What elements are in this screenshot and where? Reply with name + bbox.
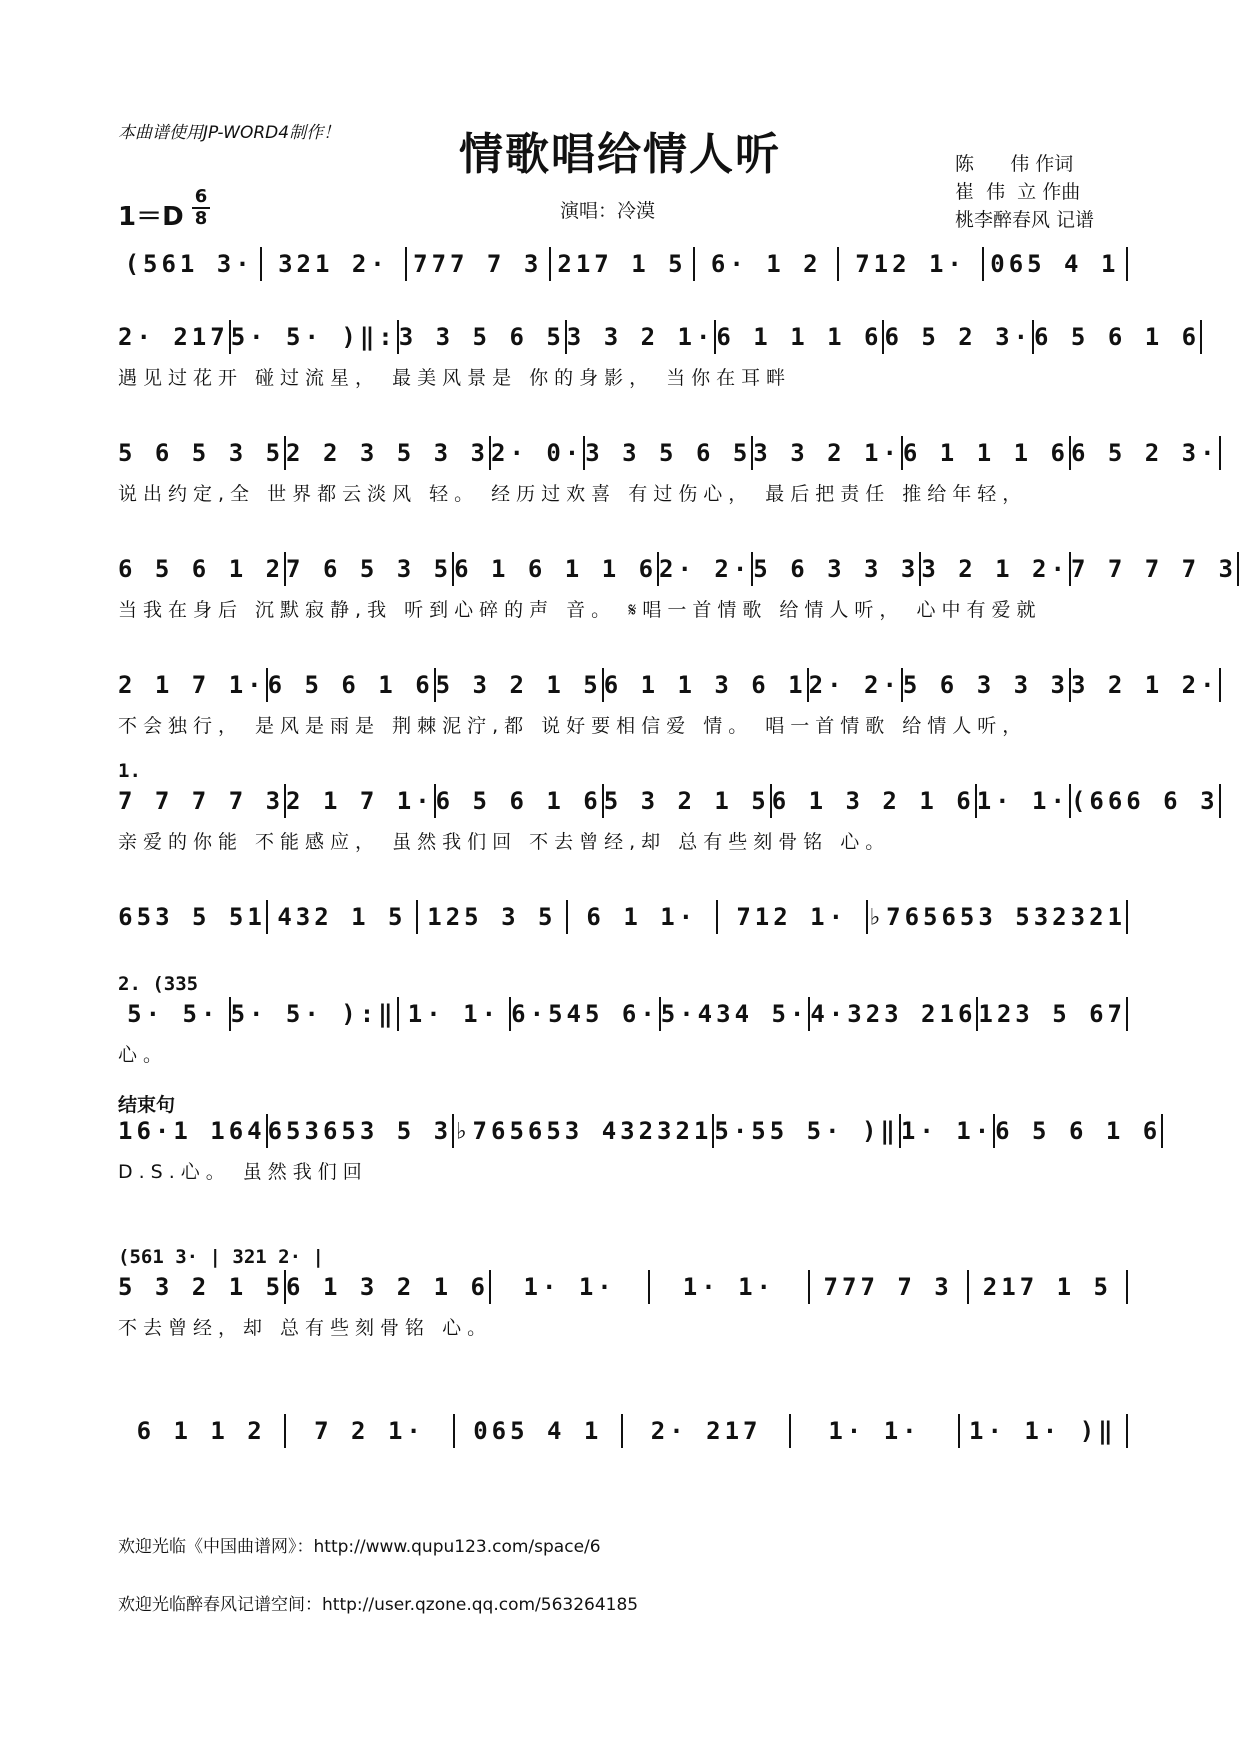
measure: 5·55 5· )‖ bbox=[714, 1117, 899, 1145]
row-annotation bbox=[118, 876, 1128, 898]
annotation-text bbox=[118, 1390, 1128, 1412]
measure: 777 7 3 bbox=[823, 1273, 953, 1301]
lyrics-line bbox=[118, 476, 1128, 508]
notation-line bbox=[118, 1112, 1162, 1150]
barline bbox=[1200, 320, 1202, 354]
lyrics-line bbox=[118, 1454, 1128, 1486]
barline bbox=[1219, 668, 1221, 702]
measure: 065 4 1 bbox=[990, 250, 1120, 278]
made-with-note: 本曲谱使用JP-WORD4制作！ bbox=[118, 123, 341, 143]
score-row bbox=[118, 760, 1219, 853]
barline bbox=[1219, 784, 1221, 818]
key-signature: 1＝D bbox=[118, 202, 184, 232]
measure: 065 4 1 bbox=[473, 1417, 603, 1445]
measure: 3 3 2 1· bbox=[753, 439, 901, 467]
annotation-text bbox=[118, 223, 1128, 245]
lyrics-line bbox=[118, 592, 1128, 624]
lyrics-line bbox=[118, 824, 1128, 856]
measure: 4·323 216 bbox=[810, 1000, 977, 1028]
notation-line bbox=[118, 1268, 1128, 1306]
barline bbox=[1219, 436, 1221, 470]
measure: 1· 1· bbox=[407, 1000, 501, 1028]
measure: 6· 1 2 bbox=[710, 250, 822, 278]
measure: 2· 2· bbox=[659, 555, 752, 583]
lyrics-text: 不去曾经，却 总有些刻骨铭 心。 bbox=[118, 1316, 493, 1339]
lyrics-text: D.S.心。 虽然我们回 bbox=[118, 1160, 368, 1183]
measure: 1· 1· bbox=[682, 1273, 775, 1301]
measure: 16·1 164 bbox=[118, 1117, 266, 1145]
lyrics-text: 遇见过花开 碰过流星， 最美风景是 你的身影， 当你在耳畔 bbox=[118, 366, 792, 389]
measure: 1· 1· bbox=[976, 787, 1069, 815]
measure: 6 1 1 3 6 1 bbox=[603, 671, 807, 699]
measure: 6 5 2 3· bbox=[884, 323, 1033, 351]
notation-line bbox=[118, 782, 1219, 820]
notation-line bbox=[118, 318, 1201, 356]
notation-line bbox=[118, 995, 1128, 1033]
measure: ♭765653 532321 bbox=[867, 903, 1126, 931]
measure: 2· 2· bbox=[808, 671, 901, 699]
row-annotation bbox=[118, 644, 1128, 666]
annotation-text: 结束句 bbox=[118, 1094, 176, 1116]
measure: 6 1 3 2 1 6 bbox=[286, 1273, 489, 1301]
lyrics-text: 亲爱的你能 不能感应， 虽然我们回 不去曾经,却 总有些刻骨铭 心。 bbox=[118, 830, 891, 853]
measure: 217 1 5 bbox=[557, 250, 687, 278]
measure: 712 1· bbox=[736, 903, 848, 931]
annotation-text bbox=[118, 644, 1128, 666]
measure: 6 1 1 1 6 bbox=[716, 323, 883, 351]
measure: 777 7 3 bbox=[413, 250, 543, 278]
measure: 653 5 51 bbox=[118, 903, 266, 931]
measure: 6 5 6 1 6 bbox=[435, 787, 602, 815]
row-annotation bbox=[118, 973, 1128, 995]
measure: 3 3 5 6 5 bbox=[398, 323, 565, 351]
measure: 5 3 2 1 5 bbox=[603, 787, 770, 815]
measure: 5 6 3 3 3 bbox=[753, 555, 920, 583]
row-annotation bbox=[118, 223, 1128, 245]
score-row bbox=[118, 1090, 1162, 1183]
measure: 6 5 6 1 6 bbox=[995, 1117, 1162, 1145]
measure: 7 7 7 7 3 bbox=[1070, 555, 1237, 583]
notation-line bbox=[118, 898, 1128, 936]
song-title: 情歌唱给情人听 bbox=[459, 129, 781, 180]
measure: 1· 1· )‖ bbox=[969, 1417, 1117, 1445]
score-row bbox=[118, 1246, 1128, 1338]
barline bbox=[1126, 1414, 1128, 1448]
barline bbox=[1126, 900, 1128, 934]
measure: 5 6 3 3 3 bbox=[902, 671, 1069, 699]
lyrics-line bbox=[118, 1154, 1128, 1186]
row-annotation bbox=[118, 1090, 1128, 1116]
barline bbox=[1126, 1270, 1128, 1304]
measure: 321 2· bbox=[278, 250, 389, 278]
lyrics-text: 说出约定,全 世界都云淡风 轻。 经历过欢喜 有过伤心， 最后把责任 推给年轻， bbox=[118, 482, 1028, 505]
measure: 125 3 5 bbox=[427, 903, 557, 931]
time-signature bbox=[192, 188, 210, 228]
annotation-text bbox=[118, 528, 1128, 550]
measure: 2 2 3 5 3 3 bbox=[286, 439, 489, 467]
annotation-text: (561 3· | 321 2· | bbox=[118, 1246, 324, 1268]
measure: 712 1· bbox=[855, 250, 966, 278]
measure: 3 2 1 2· bbox=[921, 555, 1069, 583]
measure: 7 7 7 7 3 bbox=[118, 787, 285, 815]
measure: 6 1 3 2 1 6 bbox=[771, 787, 975, 815]
measure: 5 3 2 1 5 bbox=[118, 1273, 285, 1301]
measure: 6 5 6 1 6 bbox=[267, 671, 434, 699]
notation-line bbox=[118, 550, 1237, 588]
measure: 6 1 1 1 6 bbox=[902, 439, 1069, 467]
row-annotation bbox=[118, 760, 1128, 782]
measure: 7 6 5 3 5 bbox=[286, 555, 453, 583]
annotation-text: 2. (335 bbox=[118, 973, 199, 995]
measure: 2· 0· bbox=[491, 439, 584, 467]
measure: 3 3 5 6 5 bbox=[585, 439, 752, 467]
transcriber: 桃李醉春风 记谱 bbox=[955, 209, 1095, 231]
lyrics-line bbox=[118, 1310, 1128, 1342]
measure: (561 3· bbox=[124, 250, 254, 278]
lyrics-line bbox=[118, 708, 1128, 740]
time-bottom: 8 bbox=[194, 208, 208, 229]
score-row bbox=[118, 876, 1128, 968]
singer: 演唱：冷漠 bbox=[560, 200, 656, 222]
measure: 6 5 6 1 2 bbox=[118, 555, 285, 583]
barline bbox=[1161, 1114, 1163, 1148]
measure: 2 1 7 1· bbox=[286, 787, 434, 815]
annotation-text bbox=[118, 876, 1128, 898]
row-annotation bbox=[118, 1390, 1128, 1412]
annotation-text bbox=[118, 412, 1128, 434]
row-annotation bbox=[118, 296, 1128, 318]
measure: (666 6 3 bbox=[1070, 787, 1219, 815]
measure: 3 2 1 2· bbox=[1070, 671, 1219, 699]
lyrics-line bbox=[118, 360, 1128, 392]
measure: 5· 5· ):‖ bbox=[230, 1000, 397, 1028]
lyrics-line bbox=[118, 1037, 1128, 1069]
score-row bbox=[118, 1390, 1128, 1482]
measure: 6 5 6 1 6 bbox=[1034, 323, 1201, 351]
credits bbox=[955, 150, 1094, 234]
barline bbox=[1126, 247, 1128, 281]
measure: 217 1 5 bbox=[982, 1273, 1112, 1301]
measure: 1· 1· bbox=[828, 1417, 921, 1445]
measure: 123 5 67 bbox=[978, 1000, 1126, 1028]
measure: 1· 1· bbox=[523, 1273, 616, 1301]
measure: 5·434 5· bbox=[660, 1000, 809, 1028]
measure: 6·545 6· bbox=[511, 1000, 659, 1028]
lyrics-text: 心。 bbox=[118, 1043, 169, 1066]
measure: 6 1 1· bbox=[586, 903, 698, 931]
footer-link-qupu: 欢迎光临《中国曲谱网》：http://www.qupu123.com/space/6 bbox=[118, 1537, 601, 1557]
row-annotation bbox=[118, 1246, 1128, 1268]
measure: 6 1 6 1 1 6 bbox=[454, 555, 658, 583]
measure: 5· 5· bbox=[127, 1000, 220, 1028]
notation-line bbox=[118, 245, 1128, 283]
time-top: 6 bbox=[194, 186, 208, 207]
score-row bbox=[118, 412, 1219, 505]
measure: ♭765653 432321 bbox=[454, 1117, 713, 1145]
measure: 7 2 1· bbox=[314, 1417, 425, 1445]
measure: 5· 5· )‖: bbox=[230, 323, 397, 351]
composer: 崔 伟 立 作曲 bbox=[955, 181, 1081, 203]
measure: 1· 1· bbox=[900, 1117, 994, 1145]
footer-link-qzone: 欢迎光临醉春风记谱空间：http://user.qzone.qq.com/563264185 bbox=[118, 1595, 639, 1615]
measure: 3 3 2 1· bbox=[566, 323, 715, 351]
barline bbox=[1126, 997, 1128, 1031]
notation-line bbox=[118, 434, 1219, 472]
annotation-text bbox=[118, 296, 1128, 318]
annotation-text: 1. bbox=[118, 760, 141, 782]
lyrics-text: 当我在身后 沉默寂静,我 听到心碎的声 音。 𝄋唱一首情歌 给情人听， 心中有爱就 bbox=[118, 598, 1042, 621]
measure: 5 3 2 1 5 bbox=[435, 671, 602, 699]
score-row bbox=[118, 296, 1201, 389]
barline bbox=[1237, 552, 1239, 586]
notation-line bbox=[118, 666, 1219, 704]
score-row bbox=[118, 528, 1237, 621]
measure: 432 1 5 bbox=[277, 903, 407, 931]
lyricist: 陈 伟 作词 bbox=[955, 153, 1074, 175]
measure: 2· 217 bbox=[650, 1417, 762, 1445]
measure: 2· 217 bbox=[118, 323, 229, 351]
measure: 5 6 5 3 5 bbox=[118, 439, 285, 467]
row-annotation bbox=[118, 528, 1128, 550]
score-row bbox=[118, 644, 1219, 737]
score-row bbox=[118, 973, 1128, 1065]
measure: 6 1 1 2 bbox=[136, 1417, 266, 1445]
measure: 653653 5 3 bbox=[267, 1117, 453, 1145]
notation-line bbox=[118, 1412, 1128, 1450]
measure: 2 1 7 1· bbox=[118, 671, 266, 699]
lyrics-text: 不会独行， 是风是雨是 荆棘泥泞,都 说好要相信爱 情。 唱一首情歌 给情人听， bbox=[118, 714, 1028, 737]
row-annotation bbox=[118, 412, 1128, 434]
lyrics-line bbox=[118, 940, 1128, 972]
measure: 6 5 2 3· bbox=[1070, 439, 1219, 467]
